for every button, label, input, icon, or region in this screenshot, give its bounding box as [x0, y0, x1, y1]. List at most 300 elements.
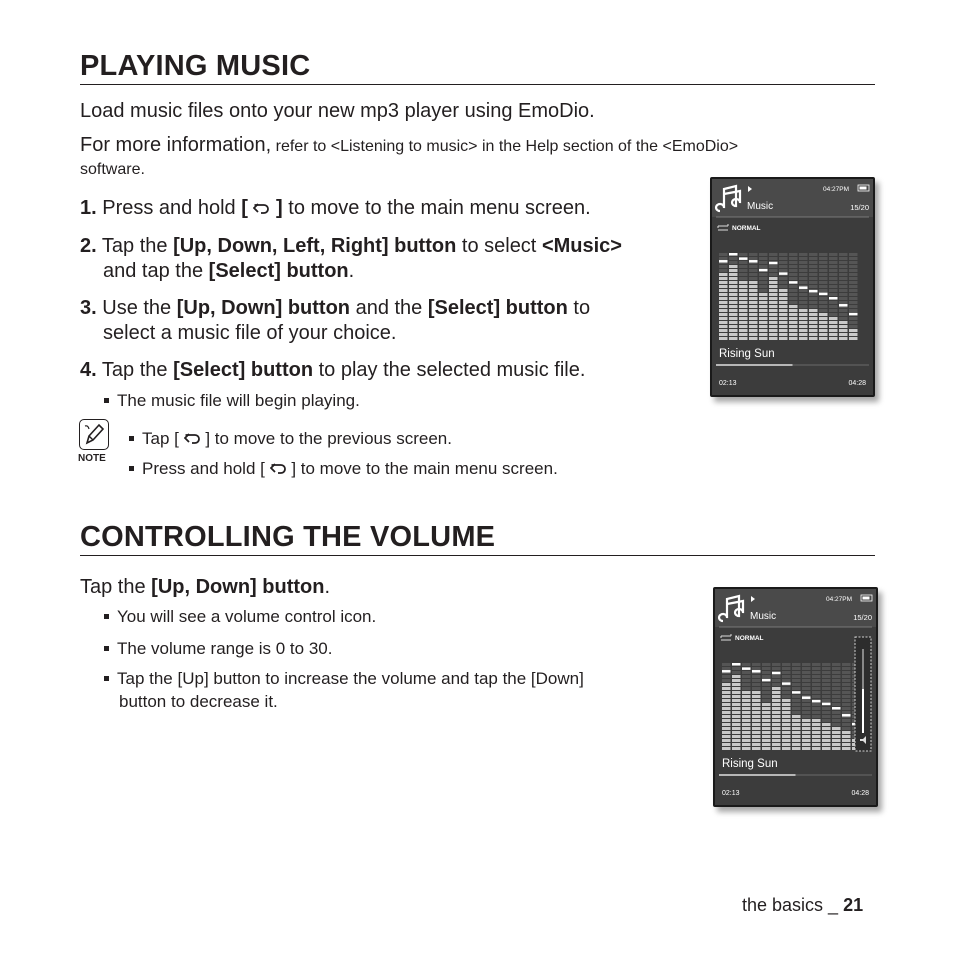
eq-bar-cell [822, 727, 831, 730]
eq-bar-cell [732, 747, 741, 750]
eq-bar-cell [732, 727, 741, 730]
step-text: . [348, 260, 355, 282]
eq-bar-cell [762, 703, 771, 706]
eq-grid-cell [812, 667, 821, 670]
eq-grid-cell [832, 715, 841, 718]
eq-bar-cell [809, 325, 818, 328]
eq-bar-cell [782, 703, 791, 706]
eq-grid-cell [819, 273, 828, 276]
eq-bar-cell [749, 301, 758, 304]
eq-bar-cell [849, 337, 858, 340]
bracket-open: [ [241, 197, 248, 219]
eq-grid-cell [832, 719, 841, 722]
eq-bar-cell [789, 337, 798, 340]
eq-bar-cell [822, 731, 831, 734]
eq-grid-cell [792, 687, 801, 690]
eq-grid-cell [819, 257, 828, 260]
eq-bar-cell [732, 703, 741, 706]
step-number: 3. [80, 297, 97, 319]
eq-grid-cell [849, 257, 858, 260]
eq-grid-cell [819, 281, 828, 284]
step-number: 4. [80, 359, 97, 381]
note-item [129, 428, 452, 450]
song-title: Rising Sun [722, 758, 778, 770]
eq-bar-cell [739, 309, 748, 312]
eq-grid-cell [802, 703, 811, 706]
step-bold: [Up, Down] button [176, 297, 351, 319]
eq-grid-cell [839, 309, 848, 312]
eq-bar-cell [849, 333, 858, 336]
eq-bar-cell [759, 329, 768, 332]
eq-grid-cell [779, 265, 788, 268]
eq-grid-cell [849, 293, 858, 296]
eq-grid-cell [782, 671, 791, 674]
eq-grid-cell [849, 305, 858, 308]
eq-bar-cell [762, 723, 771, 726]
eq-bar-cell [742, 691, 751, 694]
eq-bar-cell [779, 337, 788, 340]
eq-grid-cell [822, 711, 831, 714]
eq-grid-cell [792, 699, 801, 702]
eq-grid-cell [812, 703, 821, 706]
more-info [80, 133, 880, 157]
eq-bar-cell [739, 317, 748, 320]
eq-grid-cell [802, 687, 811, 690]
eq-grid-cell [839, 273, 848, 276]
eq-grid-cell [762, 671, 771, 674]
eq-bar-cell [719, 333, 728, 336]
eq-grid-cell [842, 663, 851, 666]
eq-bar-cell [722, 715, 731, 718]
eq-bar-cell [779, 333, 788, 336]
eq-grid-cell [822, 715, 831, 718]
eq-grid-cell [762, 683, 771, 686]
eq-peak [762, 679, 771, 682]
eq-bar-cell [742, 707, 751, 710]
eq-bar-cell [722, 699, 731, 702]
eq-bar-cell [719, 313, 728, 316]
eq-peak [772, 672, 781, 675]
eq-peak [782, 682, 791, 685]
eq-bar-cell [792, 747, 801, 750]
eq-bar-cell [752, 691, 761, 694]
step-number: 2. [80, 235, 97, 257]
eq-bar-cell [762, 747, 771, 750]
eq-grid-cell [842, 679, 851, 682]
eq-grid-cell [719, 269, 728, 272]
eq-bar-cell [832, 727, 841, 730]
eq-grid-cell [749, 269, 758, 272]
eq-bar-cell [839, 333, 848, 336]
eq-grid-cell [842, 699, 851, 702]
eq-grid-cell [842, 711, 851, 714]
eq-bar-cell [752, 703, 761, 706]
eq-bar-cell [819, 333, 828, 336]
eq-bar-cell [809, 329, 818, 332]
eq-peak [839, 304, 848, 307]
eq-bar-cell [732, 707, 741, 710]
eq-bar-cell [832, 731, 841, 734]
eq-bar-cell [732, 675, 741, 678]
eq-grid-cell [782, 695, 791, 698]
eq-bar-cell [782, 707, 791, 710]
eq-bar-cell [749, 293, 758, 296]
eq-bar-cell [769, 277, 778, 280]
eq-grid-cell [769, 257, 778, 260]
eq-grid-cell [829, 261, 838, 264]
eq-bar-cell [732, 683, 741, 686]
eq-grid-cell [832, 723, 841, 726]
eq-bar-cell [752, 695, 761, 698]
step-text: Tap the [101, 235, 174, 257]
eq-grid-cell [769, 253, 778, 256]
eq-bar-cell [842, 747, 851, 750]
eq-grid-cell [802, 671, 811, 674]
eq-grid-cell [839, 281, 848, 284]
eq-bar-cell [829, 333, 838, 336]
eq-peak [769, 262, 778, 265]
eq-bar-cell [719, 273, 728, 276]
eq-bar-cell [789, 321, 798, 324]
eq-peak [832, 707, 841, 710]
eq-bar-cell [729, 333, 738, 336]
eq-grid-cell [739, 277, 748, 280]
eq-grid-cell [799, 269, 808, 272]
step-3-cont: select a music file of your choice. [103, 322, 397, 344]
eq-bar-cell [759, 301, 768, 304]
eq-bar-cell [772, 711, 781, 714]
back-icon [270, 462, 287, 476]
eq-bar-cell [772, 695, 781, 698]
eq-grid-cell [759, 273, 768, 276]
bullet-text: ] to move to the main menu screen. [291, 459, 558, 478]
eq-bar-cell [779, 301, 788, 304]
eq-bar-cell [739, 281, 748, 284]
bracket-close: ] [276, 197, 283, 219]
eq-grid-cell [819, 261, 828, 264]
eq-bar-cell [762, 711, 771, 714]
eq-bar-cell [829, 325, 838, 328]
player-screen [715, 589, 876, 805]
eq-bar-cell [752, 731, 761, 734]
eq-bar-cell [802, 731, 811, 734]
clock-text: 04:27PM [826, 596, 853, 603]
eq-bar-cell [729, 301, 738, 304]
eq-peak [742, 667, 751, 670]
total-time: 04:28 [851, 790, 869, 797]
eq-bar-cell [839, 325, 848, 328]
eq-bar-cell [779, 293, 788, 296]
eq-grid-cell [779, 257, 788, 260]
more-info-text: refer to <Listening to music> in the Help section of the <EmoDio> [275, 138, 739, 155]
eq-peak [822, 703, 831, 706]
eq-bar-cell [719, 293, 728, 296]
eq-bar-cell [772, 739, 781, 742]
eq-grid-cell [749, 265, 758, 268]
eq-peak [732, 663, 741, 666]
eq-grid-cell [842, 719, 851, 722]
bullet-square [129, 466, 134, 471]
step-text: to move to the main menu screen. [282, 197, 591, 219]
eq-bar-cell [769, 297, 778, 300]
eq-bar-cell [752, 727, 761, 730]
eq-bar-cell [722, 747, 731, 750]
eq-bar-cell [802, 747, 811, 750]
eq-grid-cell [809, 269, 818, 272]
battery-level [860, 187, 867, 190]
eq-bar-cell [809, 317, 818, 320]
eq-bar-cell [822, 743, 831, 746]
eq-grid-cell [849, 253, 858, 256]
eq-bar-cell [729, 285, 738, 288]
eq-bar-cell [732, 711, 741, 714]
eq-bar-cell [769, 321, 778, 324]
eq-grid-cell [802, 707, 811, 710]
volume-bullet-cont: button to decrease it. [119, 692, 278, 711]
eq-grid-cell [789, 289, 798, 292]
bullet-square [104, 646, 109, 651]
eq-peak [802, 696, 811, 699]
elapsed-time: 02:13 [719, 380, 737, 387]
eq-bar-cell [722, 707, 731, 710]
volume-level [862, 689, 864, 733]
eq-bar-cell [719, 301, 728, 304]
eq-grid-cell [849, 301, 858, 304]
eq-bar-cell [809, 321, 818, 324]
eq-grid-cell [822, 675, 831, 678]
eq-grid-cell [829, 285, 838, 288]
back-icon [253, 202, 270, 216]
eq-peak [842, 714, 851, 717]
eq-grid-cell [829, 265, 838, 268]
eq-bar-cell [752, 747, 761, 750]
eq-bar-cell [749, 297, 758, 300]
eq-grid-cell [789, 265, 798, 268]
eq-grid-cell [759, 257, 768, 260]
eq-grid-cell [849, 277, 858, 280]
eq-bar-cell [789, 317, 798, 320]
eq-grid-cell [839, 257, 848, 260]
eq-grid-cell [772, 683, 781, 686]
eq-grid-cell [812, 671, 821, 674]
step-bold: <Music> [541, 235, 622, 257]
eq-grid-cell [832, 679, 841, 682]
eq-bar-cell [739, 301, 748, 304]
eq-bar-cell [802, 723, 811, 726]
eq-grid-cell [839, 317, 848, 320]
eq-bar-cell [759, 305, 768, 308]
step-bold: [Up, Down, Left, Right] button [173, 235, 457, 257]
eq-grid-cell [842, 727, 851, 730]
eq-grid-cell [799, 301, 808, 304]
eq-bar-cell [749, 329, 758, 332]
eq-grid-cell [742, 671, 751, 674]
eq-grid-cell [792, 711, 801, 714]
eq-bar-cell [722, 719, 731, 722]
eq-bar-cell [822, 723, 831, 726]
eq-grid-cell [842, 703, 851, 706]
eq-grid-cell [722, 679, 731, 682]
step-4 [80, 358, 585, 382]
eq-grid-cell [752, 679, 761, 682]
menu-label: Music [747, 201, 774, 212]
eq-grid-cell [809, 285, 818, 288]
eq-grid-cell [819, 297, 828, 300]
eq-grid-cell [762, 663, 771, 666]
eq-grid-cell [839, 265, 848, 268]
eq-grid-cell [799, 257, 808, 260]
eq-bar-cell [802, 739, 811, 742]
eq-bar-cell [762, 743, 771, 746]
eq-bar-cell [819, 317, 828, 320]
eq-bar-cell [839, 329, 848, 332]
eq-grid-cell [799, 261, 808, 264]
eq-grid-cell [742, 675, 751, 678]
eq-bar-cell [812, 747, 821, 750]
eq-bar-cell [722, 691, 731, 694]
eq-bar-cell [799, 329, 808, 332]
eq-bar-cell [802, 727, 811, 730]
eq-grid-cell [802, 715, 811, 718]
eq-grid-cell [822, 683, 831, 686]
eq-bar-cell [812, 719, 821, 722]
eq-grid-cell [819, 253, 828, 256]
eq-grid-cell [779, 253, 788, 256]
eq-grid-cell [789, 253, 798, 256]
eq-grid-cell [792, 683, 801, 686]
eq-bar-cell [739, 321, 748, 324]
eq-bar-cell [729, 309, 738, 312]
eq-grid-cell [832, 675, 841, 678]
eq-grid-cell [849, 289, 858, 292]
eq-bar-cell [802, 743, 811, 746]
eq-grid-cell [849, 261, 858, 264]
eq-bar-cell [742, 723, 751, 726]
eq-grid-cell [849, 265, 858, 268]
eq-bar-cell [842, 731, 851, 734]
eq-grid-cell [842, 675, 851, 678]
eq-bar-cell [719, 329, 728, 332]
eq-bar-cell [729, 337, 738, 340]
eq-grid-cell [782, 663, 791, 666]
eq-peak [729, 253, 738, 256]
eq-bar-cell [752, 707, 761, 710]
eq-bar-cell [779, 313, 788, 316]
eq-bar-cell [732, 679, 741, 682]
eq-bar-cell [809, 333, 818, 336]
eq-bar-cell [782, 723, 791, 726]
eq-grid-cell [812, 663, 821, 666]
eq-grid-cell [789, 297, 798, 300]
eq-bar-cell [752, 715, 761, 718]
eq-bar-cell [769, 329, 778, 332]
step-4-bullet [104, 390, 360, 412]
eq-grid-cell [792, 663, 801, 666]
eq-grid-cell [799, 277, 808, 280]
eq-bar-cell [732, 715, 741, 718]
eq-grid-cell [839, 301, 848, 304]
eq-bar-cell [782, 743, 791, 746]
eq-grid-cell [829, 293, 838, 296]
eq-bar-cell [722, 723, 731, 726]
elapsed-time: 02:13 [722, 790, 740, 797]
eq-peak [719, 260, 728, 263]
bullet-text: ] to move to the previous screen. [205, 429, 452, 448]
eq-grid-cell [772, 667, 781, 670]
eq-peak [792, 691, 801, 694]
eq-bar-cell [769, 281, 778, 284]
eq-bar-cell [749, 309, 758, 312]
eq-bar-cell [819, 329, 828, 332]
eq-bar-cell [772, 743, 781, 746]
eq-grid-cell [789, 293, 798, 296]
eq-grid-cell [812, 695, 821, 698]
eq-bar-cell [732, 735, 741, 738]
eq-bar-cell [759, 309, 768, 312]
eq-grid-cell [832, 671, 841, 674]
eq-bar-cell [719, 309, 728, 312]
eq-grid-cell [849, 273, 858, 276]
eq-grid-cell [809, 257, 818, 260]
eq-grid-cell [722, 675, 731, 678]
eq-bar-cell [759, 321, 768, 324]
back-icon [184, 432, 201, 446]
eq-grid-cell [819, 309, 828, 312]
eq-grid-cell [812, 691, 821, 694]
eq-grid-cell [742, 683, 751, 686]
eq-bar-cell [719, 337, 728, 340]
eq-grid-cell [792, 671, 801, 674]
eq-peak [829, 297, 838, 300]
eq-bar-cell [832, 735, 841, 738]
eq-bar-cell [772, 719, 781, 722]
eq-grid-cell [779, 277, 788, 280]
song-title: Rising Sun [719, 348, 775, 360]
eq-grid-cell [839, 261, 848, 264]
eq-mode-label: NORMAL [735, 635, 764, 642]
eq-grid-cell [822, 699, 831, 702]
eq-bar-cell [722, 731, 731, 734]
eq-grid-cell [759, 265, 768, 268]
eq-grid-cell [839, 269, 848, 272]
eq-grid-cell [842, 695, 851, 698]
eq-bar-cell [782, 715, 791, 718]
menu-label: Music [750, 611, 777, 622]
eq-grid-cell [849, 297, 858, 300]
eq-bar-cell [722, 703, 731, 706]
eq-bar-cell [789, 305, 798, 308]
eq-peak [749, 260, 758, 263]
eq-bar-cell [829, 321, 838, 324]
eq-bar-cell [822, 747, 831, 750]
eq-grid-cell [802, 711, 811, 714]
bullet-square [104, 398, 109, 403]
eq-grid-cell [819, 285, 828, 288]
eq-grid-cell [749, 257, 758, 260]
eq-grid-cell [812, 711, 821, 714]
eq-bar-cell [809, 309, 818, 312]
section-title-volume: CONTROLLING THE VOLUME [80, 521, 875, 556]
eq-grid-cell [849, 285, 858, 288]
eq-grid-cell [742, 687, 751, 690]
eq-grid-cell [732, 667, 741, 670]
eq-bar-cell [822, 739, 831, 742]
eq-grid-cell [822, 679, 831, 682]
player-screenshot [710, 177, 875, 397]
eq-grid-cell [782, 675, 791, 678]
eq-bar-cell [812, 727, 821, 730]
eq-bar-cell [732, 699, 741, 702]
